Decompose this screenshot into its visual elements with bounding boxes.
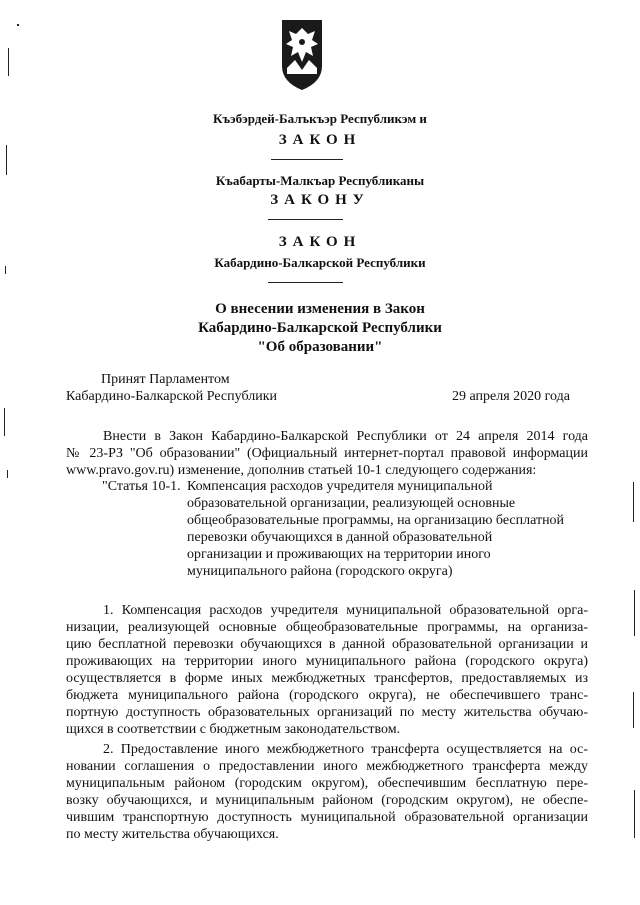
paragraph-line: низации, реализующей основные общеобразовательные программы, на организа- <box>66 620 588 635</box>
scan-mark <box>634 590 635 636</box>
scan-mark <box>633 482 634 522</box>
title-line: Кабардино-Балкарской Республики <box>198 320 442 336</box>
article-title-line: организации и проживающих на территории иного <box>187 547 491 562</box>
article-title-line: Компенсация расходов учредителя муниципальной <box>187 479 493 494</box>
coat-of-arms-icon <box>279 18 325 92</box>
scan-mark <box>4 408 5 436</box>
header-zakon-2: ЗАКОНУ <box>270 192 370 208</box>
divider <box>268 282 343 283</box>
paragraph-line: чившим транспортную доступность муниципальной образовательной организации <box>66 810 588 825</box>
paragraph-line: портную доступность образовательных организаций по месту жительства обучаю- <box>66 705 588 720</box>
article-title-line: общеобразовательные программы, на организацию бесплатной <box>187 513 565 528</box>
intro-line: № 23-РЗ "Об образовании" (Официальный интернет-портал правовой информации <box>66 446 588 461</box>
article-title-line: образовательной организации, реализующей основные <box>187 496 516 511</box>
scan-mark <box>633 692 634 728</box>
scan-mark <box>8 48 9 76</box>
paragraph-line: возку обучающихся, и муниципальным районом (городским округом), не обеспе- <box>66 793 588 808</box>
paragraph-line: бюджета муниципального района (городского округа), не обеспечившего транс- <box>66 688 588 703</box>
scan-mark <box>6 145 7 175</box>
title-line: О внесении изменения в Закон <box>215 301 425 317</box>
header-line-2: Къабарты-Малкъар Республиканы <box>215 173 425 188</box>
document-title <box>0 300 640 357</box>
paragraph-line: цию бесплатной перевозки обучающихся в данной образовательной организации и <box>66 637 588 652</box>
header-line-3: Кабардино-Балкарской Республики <box>214 255 426 270</box>
paragraph-line: щихся в соответствии с бюджетным законодательством. <box>66 722 401 737</box>
divider <box>271 159 343 160</box>
divider <box>268 219 343 220</box>
article-title-line: муниципального района (городского округа) <box>187 564 453 579</box>
header-line-1: Къэбэрдей-Балъкъэр Республикэм и <box>213 111 427 126</box>
article-title-line: перевозки обучающихся в данной образовательной <box>187 530 493 545</box>
scan-mark <box>17 24 19 26</box>
paragraph-line: осуществляется в форме иных межбюджетных трансфертов, предоставляемых из <box>66 671 588 686</box>
header-zakon-1: ЗАКОН <box>278 132 362 148</box>
scan-mark <box>5 266 6 274</box>
intro-line: Внести в Закон Кабардино-Балкарской Республики от 24 апреля 2014 года <box>103 429 588 444</box>
paragraph-line: проживающих на территории иного муниципального района (городского округа) <box>66 654 588 669</box>
adopted-line-2: Кабардино-Балкарской Республики <box>66 389 277 404</box>
adoption-date: 29 апреля 2020 года <box>452 389 570 404</box>
title-line: "Об образовании" <box>257 339 383 355</box>
paragraph-line: 2. Предоставление иного межбюджетного трансферта осуществляется на ос- <box>103 742 588 757</box>
paragraph-line: по месту жительства обучающихся. <box>66 827 279 842</box>
article-label: "Статья 10-1. <box>102 479 181 494</box>
paragraph-line: муниципальным районом (городским округом), обеспечившим бесплатную пере- <box>66 776 588 791</box>
scan-mark <box>634 790 635 838</box>
scan-mark <box>7 470 8 478</box>
intro-paragraph <box>66 428 588 479</box>
paragraph-1 <box>66 602 588 738</box>
article-title <box>187 478 587 580</box>
adopted-line-1: Принят Парламентом <box>101 372 230 387</box>
paragraph-line: 1. Компенсация расходов учредителя муниципальной образовательной орга- <box>103 603 588 618</box>
paragraph-2 <box>66 741 588 843</box>
header-zakon-3: ЗАКОН <box>278 234 362 250</box>
paragraph-line: новании соглашения о предоставлении иного межбюджетного трансферта между <box>66 759 588 774</box>
intro-line: www.pravo.gov.ru) изменение, дополнив статьей 10-1 следующего содержания: <box>66 463 537 478</box>
